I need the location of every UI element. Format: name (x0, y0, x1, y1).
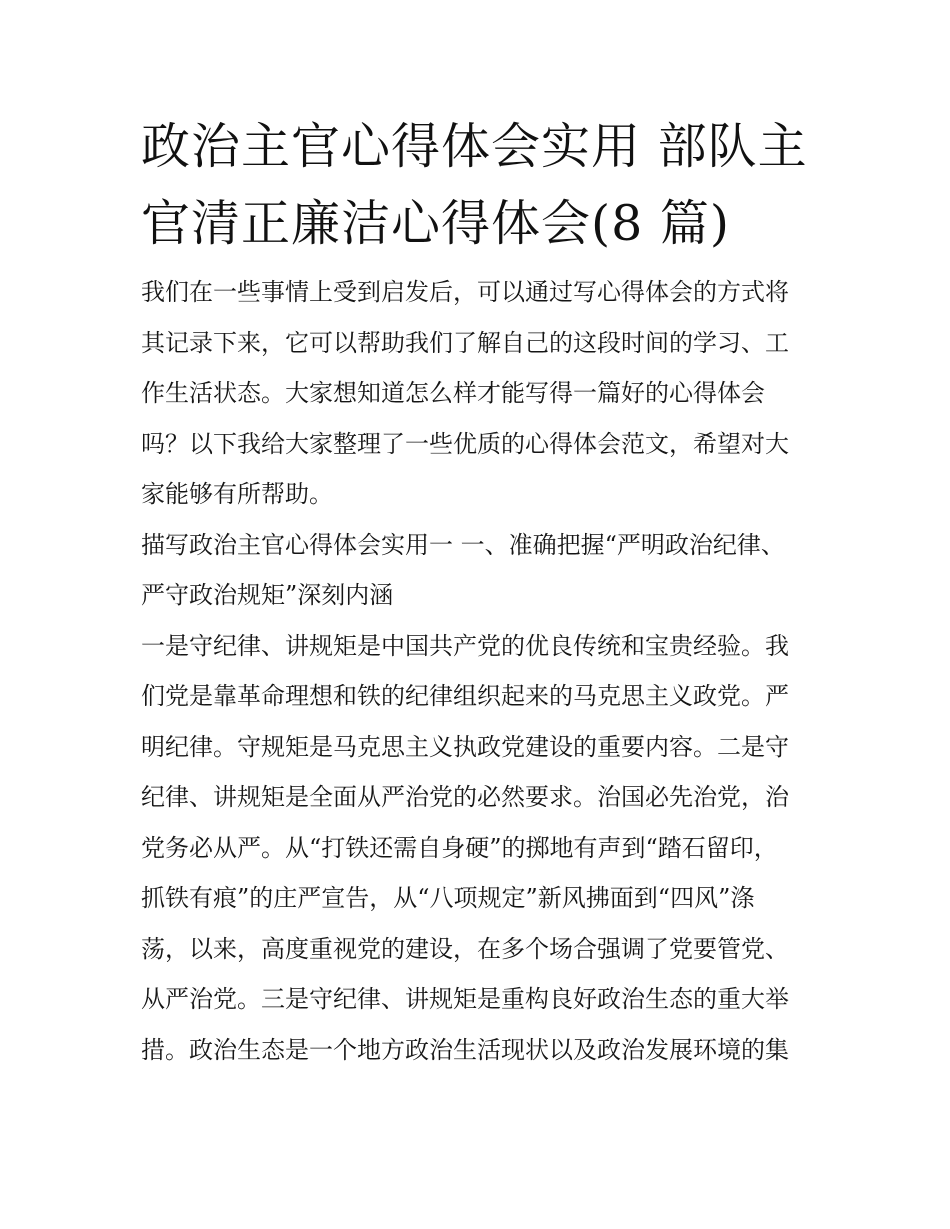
text-line: 从严治党。三是守纪律、讲规矩是重构良好政治生态的重大举 (141, 985, 789, 1013)
text-line: 作生活状态。大家想知道怎么样才能写得一篇好的心得体会 (141, 379, 765, 407)
text-line: 们党是靠革命理想和铁的纪律组织起来的马克思主义政党。严 (141, 682, 789, 710)
document-content (141, 108, 813, 1075)
text-line: 纪律、讲规矩是全面从严治党的必然要求。治国必先治党，治 (141, 783, 789, 811)
title-line: 政治主官心得体会实用 部队主 (141, 118, 808, 175)
text-line: 严守政治规矩”深刻内涵 (141, 581, 394, 609)
body-paragraph (141, 621, 813, 1076)
section-heading-paragraph (141, 520, 813, 621)
text-line: 我们在一些事情上受到启发后，可以通过写心得体会的方式将 (141, 278, 789, 306)
text-line: 吗？以下我给大家整理了一些优质的心得体会范文，希望对大 (141, 429, 789, 458)
text-line: 其记录下来，它可以帮助我们了解自己的这段时间的学习、工 (141, 328, 789, 357)
document-title (141, 108, 813, 262)
text-line: 一是守纪律、讲规矩是中国共产党的优良传统和宝贵经验。我 (141, 631, 789, 660)
intro-paragraph (141, 267, 813, 520)
text-line: 描写政治主官心得体会实用一 一、准确把握“严明政治纪律、 (141, 530, 785, 559)
text-line: 措。政治生态是一个地方政治生活现状以及政治发展环境的集 (141, 1035, 789, 1064)
text-line: 抓铁有痕”的庄严宣告，从“八项规定”新风拂面到“四风”涤 (141, 884, 755, 912)
text-line: 家能够有所帮助。 (141, 480, 333, 508)
text-line: 党务必从严。从“打铁还需自身硬”的掷地有声到“踏石留印， (141, 833, 778, 862)
title-line: 官清正廉洁心得体会(8 篇) (141, 195, 730, 252)
text-line: 明纪律。守规矩是马克思主义执政党建设的重要内容。二是守 (141, 732, 789, 761)
text-line: 荡，以来，高度重视党的建设，在多个场合强调了党要管党、 (141, 934, 789, 963)
document-body (141, 267, 813, 1075)
